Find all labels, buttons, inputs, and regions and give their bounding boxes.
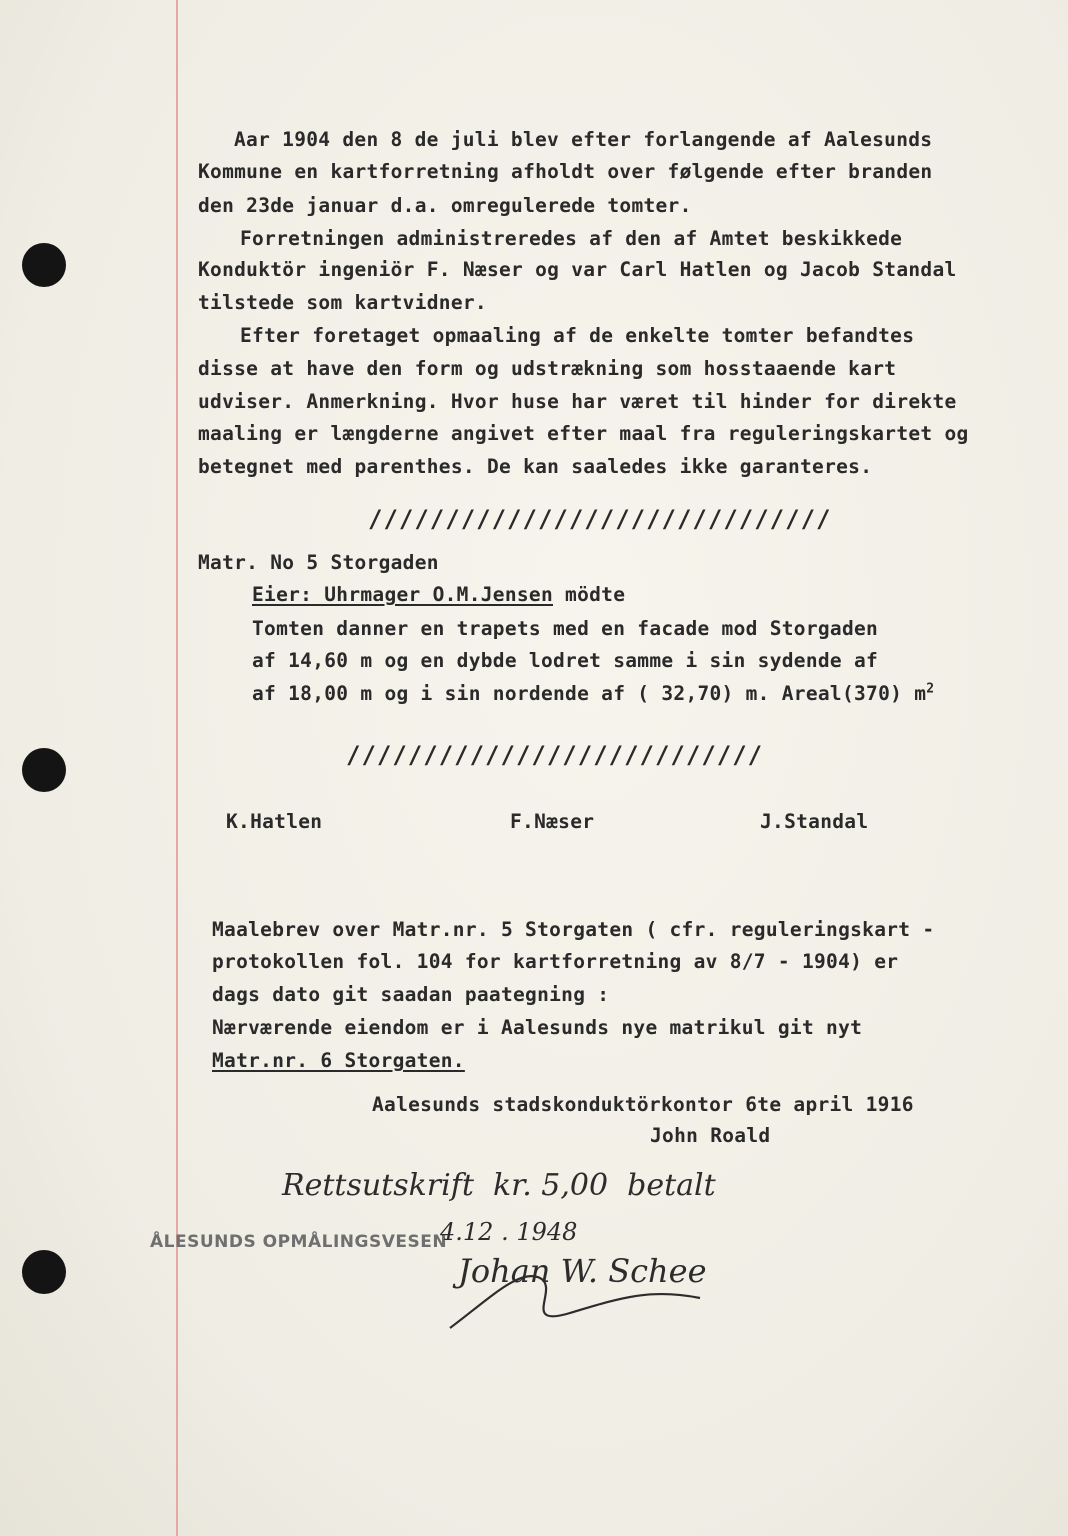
text-line: Nærværende eiendom er i Aalesunds nye matrikul git nyt bbox=[212, 1016, 863, 1039]
text-line: protokollen fol. 104 for kartforretning av 8/7 - 1904) er bbox=[212, 950, 899, 973]
signature-flourish bbox=[430, 1258, 710, 1338]
description-last: af 18,00 m og i sin nordende af ( 32,70) m. Areal(370) m bbox=[252, 682, 927, 705]
margin-rule bbox=[176, 0, 178, 1536]
text-line: Maalebrev over Matr.nr. 5 Storgaten ( cfr. reguleringskart - bbox=[212, 918, 935, 941]
text-line: disse at have den form og udstrækning som hosstaaende kart bbox=[198, 357, 897, 380]
text-line bbox=[252, 682, 934, 706]
handwritten-date: 4.12 . 1948 bbox=[440, 1218, 578, 1246]
punch-hole bbox=[22, 1250, 66, 1294]
matr-heading: Matr. No 5 Storgaden bbox=[198, 551, 439, 574]
signature-naeser: F.Næser bbox=[510, 810, 595, 833]
owner-line bbox=[252, 583, 625, 607]
text-line: Efter foretaget opmaaling af de enkelte tomter befandtes bbox=[240, 324, 915, 347]
text-line: maaling er længderne angivet efter maal fra reguleringskartet og bbox=[198, 422, 969, 445]
text-line: udviser. Anmerkning. Hvor huse har været til hinder for direkte bbox=[198, 390, 957, 413]
punch-hole bbox=[22, 243, 66, 287]
area-superscript: 2 bbox=[926, 681, 935, 697]
text-line: Kommune en kartforretning afholdt over følgende efter branden bbox=[198, 160, 933, 183]
handwritten-fee-note: Rettsutskrift kr. 5,00 betalt bbox=[282, 1168, 716, 1203]
text-line: tilstede som kartvidner. bbox=[198, 291, 487, 314]
text-line: dags dato git saadan paategning : bbox=[212, 983, 610, 1006]
new-matr-line: Matr.nr. 6 Storgaten. bbox=[212, 1049, 465, 1072]
owner-label: Eier: Uhrmager O.M.Jensen bbox=[252, 583, 553, 606]
office-signer: John Roald bbox=[650, 1124, 771, 1147]
signature-standal: J.Standal bbox=[760, 810, 869, 833]
text-line: Forretningen administreredes af den af Amtet beskikkede bbox=[240, 227, 903, 250]
office-line: Aalesunds stadskonduktörkontor 6te april 1916 bbox=[372, 1093, 914, 1116]
handwritten-signature: Johan W. Schee bbox=[458, 1252, 707, 1290]
owner-suffix: mödte bbox=[565, 583, 626, 606]
text-line: Tomten danner en trapets med en facade mod Storgaden bbox=[252, 617, 879, 640]
text-line: Konduktör ingeniör F. Næser og var Carl Hatlen og Jacob Standal bbox=[198, 258, 957, 281]
text-line: af 14,60 m og en dybde lodret samme i sin sydende af bbox=[252, 649, 879, 672]
signature-hatlen: K.Hatlen bbox=[226, 810, 323, 833]
punch-hole bbox=[22, 748, 66, 792]
separator-slashes: /////////////////////////// bbox=[346, 741, 764, 769]
text-line: Aar 1904 den 8 de juli blev efter forlangende af Aalesunds bbox=[234, 128, 933, 151]
separator-slashes: ////////////////////////////// bbox=[368, 505, 832, 533]
text-line: betegnet med parenthes. De kan saaledes ikke garanteres. bbox=[198, 455, 873, 478]
text-line: den 23de januar d.a. omregulerede tomter. bbox=[198, 194, 692, 217]
office-stamp: ÅLESUNDS OPMÅLINGSVESEN bbox=[150, 1232, 448, 1252]
